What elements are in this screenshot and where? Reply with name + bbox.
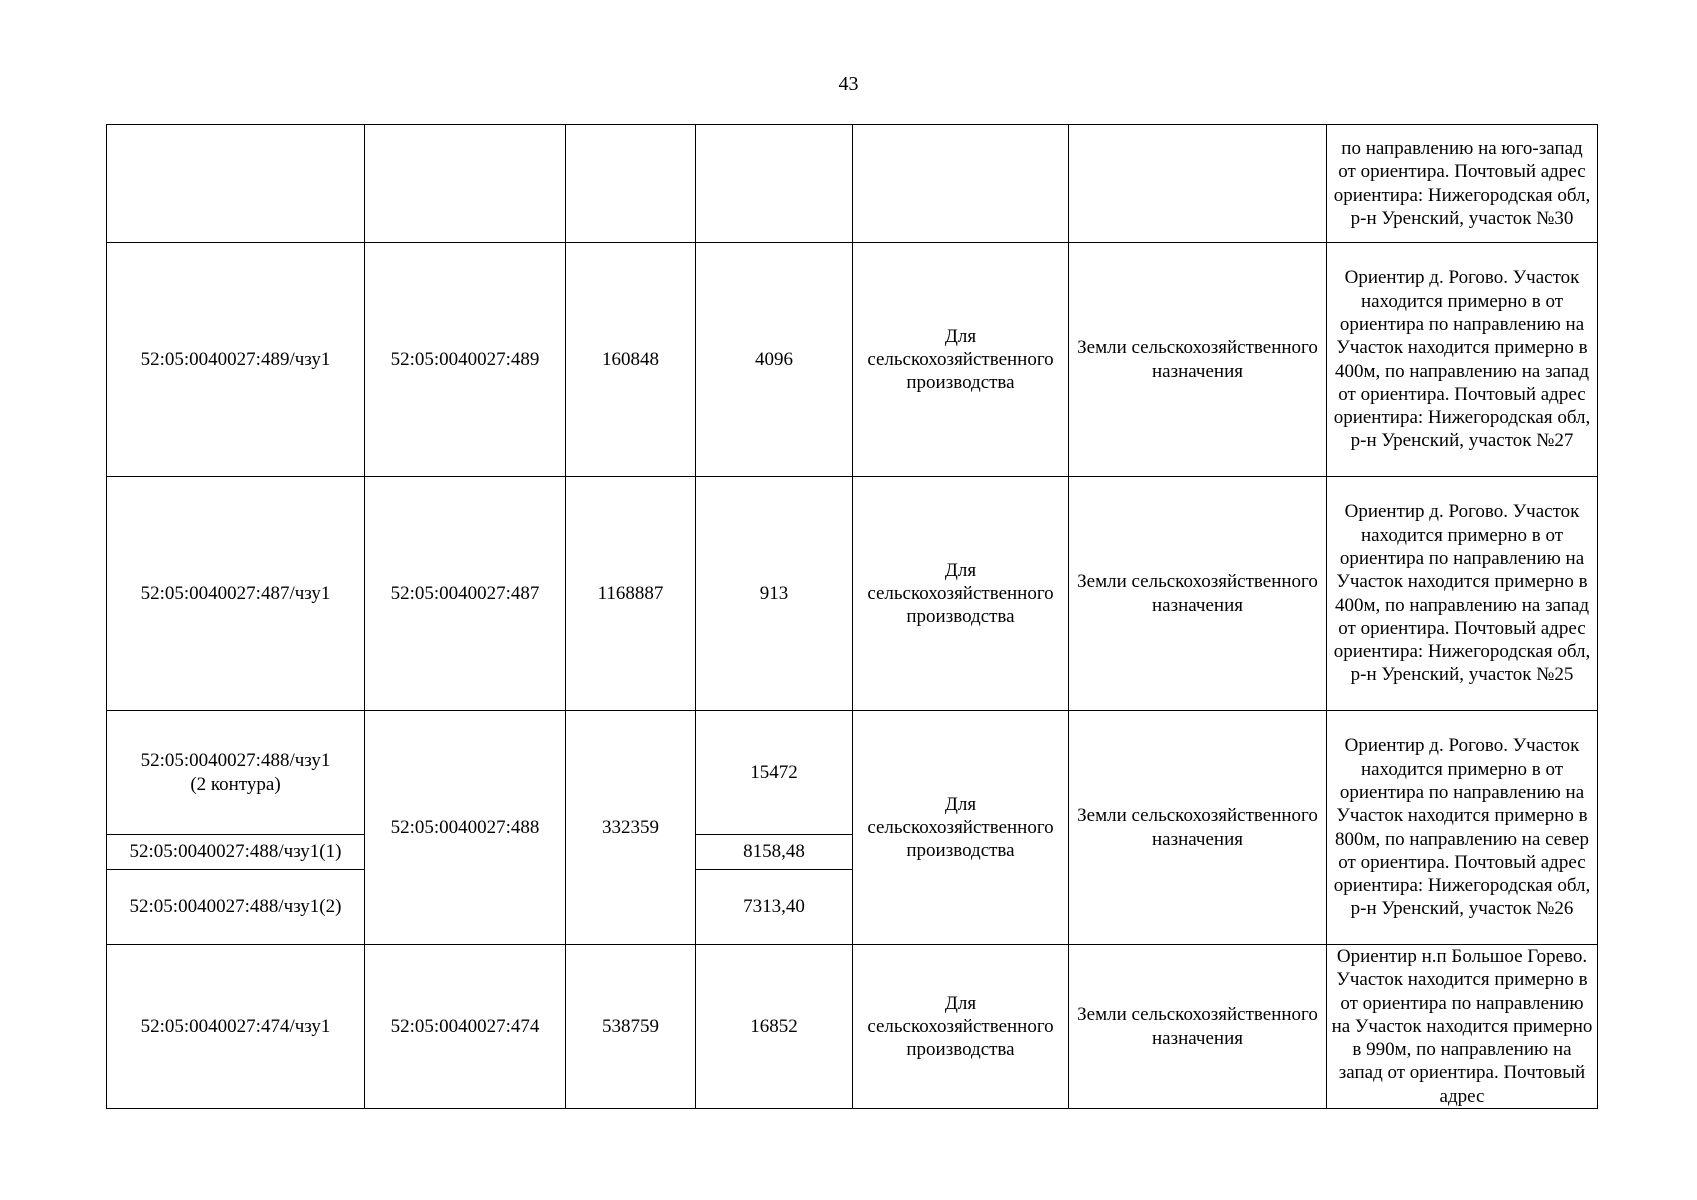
area-zone-cell: 16852 [696, 945, 853, 1109]
zone-cell [107, 125, 365, 243]
use-cell: Для сельскохозяйственного производства [853, 243, 1069, 477]
category-cell: Земли сельскохозяйственного назначения [1069, 243, 1327, 477]
zone-cell: 52:05:0040027:487/чзу1 [107, 477, 365, 711]
area-zone-cell: 4096 [696, 243, 853, 477]
table-row [107, 477, 1598, 711]
address-cell: по направлению на юго-запад от ориентира. Почтовый адрес ориентира: Нижегородская обл, р-н Уренский, участок №30 [1327, 125, 1598, 243]
cadastral-cell [365, 125, 566, 243]
address-cell: Ориентир д. Рогово. Участок находится примерно в от ориентира по направлению на Участок находится примерно в 400м, по направлению на запад от ориентира. Почтовый адрес ориентира: Нижегородская обл, р-н Уренский, участок №27 [1327, 243, 1598, 477]
use-cell: Для сельскохозяйственного производства [853, 477, 1069, 711]
table-row [107, 711, 1598, 835]
land-plots-table [106, 124, 1598, 1109]
zone-id: 52:05:0040027:488/чзу1 [140, 750, 331, 772]
area-total-cell: 538759 [566, 945, 696, 1109]
zone-cell [107, 711, 365, 835]
area-zone-cell: 913 [696, 477, 853, 711]
area-zone-cell [696, 125, 853, 243]
page-number: 43 [838, 73, 859, 95]
zone-cell: 52:05:0040027:474/чзу1 [107, 945, 365, 1109]
zone-cell: 52:05:0040027:489/чзу1 [107, 243, 365, 477]
cadastral-cell: 52:05:0040027:489 [365, 243, 566, 477]
area-zone-cell: 15472 [696, 711, 853, 835]
cadastral-cell: 52:05:0040027:487 [365, 477, 566, 711]
address-cell: Ориентир н.п Большое Горево. Участок находится примерно в от ориентира по направлению на Участок находится примерно в 990м, по направлению на запад от ориентира. Почтовый адрес [1327, 945, 1598, 1109]
zone-note: (2 контура) [190, 773, 281, 795]
address-cell: Ориентир д. Рогово. Участок находится примерно в от ориентира по направлению на Участок находится примерно в 800м, по направлению на север от ориентира. Почтовый адрес ориентира: Нижегородская обл, р-н Уренский, участок №26 [1327, 711, 1598, 945]
contour-zone-cell: 52:05:0040027:488/чзу1(2) [107, 870, 365, 945]
contour-area-cell: 8158,48 [696, 835, 853, 870]
cadastral-cell: 52:05:0040027:474 [365, 945, 566, 1109]
category-cell [1069, 125, 1327, 243]
use-cell [853, 125, 1069, 243]
table-row [107, 945, 1598, 1109]
area-total-cell: 1168887 [566, 477, 696, 711]
address-cell: Ориентир д. Рогово. Участок находится примерно в от ориентира по направлению на Участок находится примерно в 400м, по направлению на запад от ориентира. Почтовый адрес ориентира: Нижегородская обл, р-н Уренский, участок №25 [1327, 477, 1598, 711]
category-cell: Земли сельскохозяйственного назначения [1069, 945, 1327, 1109]
category-cell: Земли сельскохозяйственного назначения [1069, 711, 1327, 945]
cadastral-cell: 52:05:0040027:488 [365, 711, 566, 945]
area-total-cell: 160848 [566, 243, 696, 477]
area-total-cell: 332359 [566, 711, 696, 945]
use-cell: Для сельскохозяйственного производства [853, 711, 1069, 945]
use-cell: Для сельскохозяйственного производства [853, 945, 1069, 1109]
table-row [107, 125, 1598, 243]
table-row [107, 243, 1598, 477]
contour-area-cell: 7313,40 [696, 870, 853, 945]
category-cell: Земли сельскохозяйственного назначения [1069, 477, 1327, 711]
area-total-cell [566, 125, 696, 243]
contour-zone-cell: 52:05:0040027:488/чзу1(1) [107, 835, 365, 870]
